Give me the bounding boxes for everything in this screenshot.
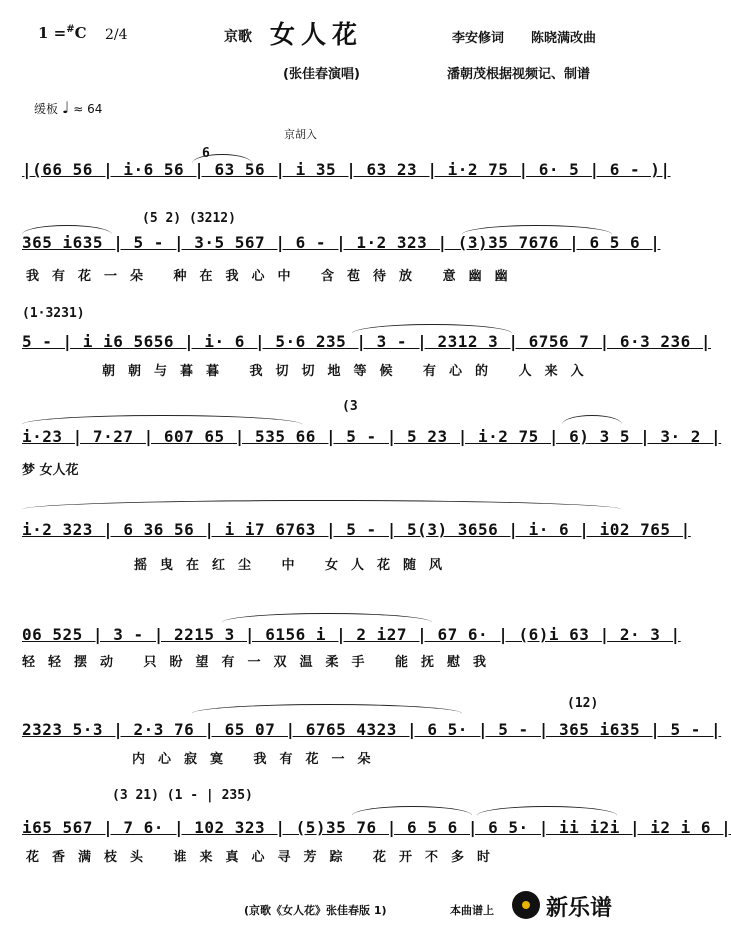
music-disc-icon — [512, 891, 540, 919]
staff-row — [22, 625, 681, 670]
time-signature: 2/4 — [105, 27, 128, 43]
notation-line: 2323 5·3 | 2·3 76 | 65 07 | 6765 4323 | 6 5· | 5 - | 365 i635 | 5 - | — [22, 720, 722, 739]
lyric-line: 摇曳在红尘 中 女人花随风 — [134, 558, 456, 573]
singer-credit: (张佳春演唱) — [283, 67, 360, 82]
staff-row — [22, 306, 712, 379]
grace-notes: (3 — [342, 399, 358, 414]
song-title: 女人花 — [270, 20, 364, 49]
lyric-line: 轻轻摆动 只盼望有一双温柔手 能抚慰我 — [22, 655, 500, 670]
notation-line: 06 525 | 3 - | 2215 3 | 6156 i | 2 i27 | 67 6· | (6)i 63 | 2· 3 | — [22, 625, 681, 644]
staff-row — [22, 696, 722, 767]
staff-row — [22, 788, 731, 865]
lyric-line: 梦 女人花 — [22, 463, 79, 478]
lyric-line: 我有花一朵 种在我心中 含苞待放 意幽幽 — [26, 269, 521, 284]
key-signature: 1 =#C — [38, 24, 87, 42]
staff-row — [22, 399, 722, 478]
lyric-line: 朝朝与暮暮 我切切地等候 有心的 人来入 — [102, 364, 597, 379]
lyric-line: 内心寂寞 我有花一朵 — [132, 752, 384, 767]
grace-notes: (5 2) (3212) — [142, 211, 236, 226]
notation-line: i65 567 | 7 6· | 102 323 | (5)35 76 | 6 5 6 | 6 5· | ii i2i | i2 i 6 | — [22, 818, 731, 837]
staff-row — [22, 146, 671, 190]
notation-line: |(66 56 | i·6 56 | 63 56 | i 35 | 63 23 | i·2 75 | 6· 5 | 6 - )| — [22, 160, 671, 179]
notation-line: i·2 323 | 6 36 56 | i i7 6763 | 5 - | 5(3) 3656 | i· 6 | i02 765 | — [22, 520, 691, 539]
staff-row — [22, 520, 691, 573]
notation-line: 5 - | i i6 5656 | i· 6 | 5·6 235 | 3 - | 2312 3 | 6756 7 | 6·3 236 | — [22, 332, 712, 351]
sharp-sign: # — [66, 24, 75, 35]
staff-row — [22, 211, 661, 284]
adapter-credit: 陈晓满改曲 — [531, 31, 597, 46]
lyricist-credit: 李安修词 — [452, 31, 505, 46]
logo-text: 新乐谱 — [546, 896, 613, 921]
notation-line: i·23 | 7·27 | 607 65 | 535 66 | 5 - | 5 23 | i·2 75 | 6) 3 5 | 3· 2 | — [22, 427, 722, 446]
lyric-line: 花香满枝头 谁来真心寻芳踪 花开不多时 — [26, 850, 504, 865]
footer-page-note: 本曲谱上 — [450, 904, 494, 917]
grace-notes: (1·3231) — [22, 306, 85, 321]
transcriber-credit: 潘朝茂根据视频记、制谱 — [447, 67, 591, 82]
site-logo — [512, 889, 630, 921]
genre-label: 京歌 — [224, 29, 252, 45]
grace-notes: (3 21) (1 - | 235) — [112, 788, 253, 803]
footer-caption: (京歌《女人花》张佳春版 1) — [244, 904, 387, 917]
tempo-marking: 缓板 ♩ ≈ 64 — [34, 98, 103, 117]
jinghu-entry-label: 京胡入 — [284, 128, 317, 141]
grace-notes: 6 — [202, 146, 210, 161]
notation-line: 365 i635 | 5 - | 3·5 567 | 6 - | 1·2 323 | (3)35 7676 | 6 5 6 | — [22, 233, 661, 252]
grace-notes: (12) — [567, 696, 599, 711]
quarter-note-icon: ♩ — [61, 98, 70, 117]
slur-mark — [22, 500, 622, 519]
